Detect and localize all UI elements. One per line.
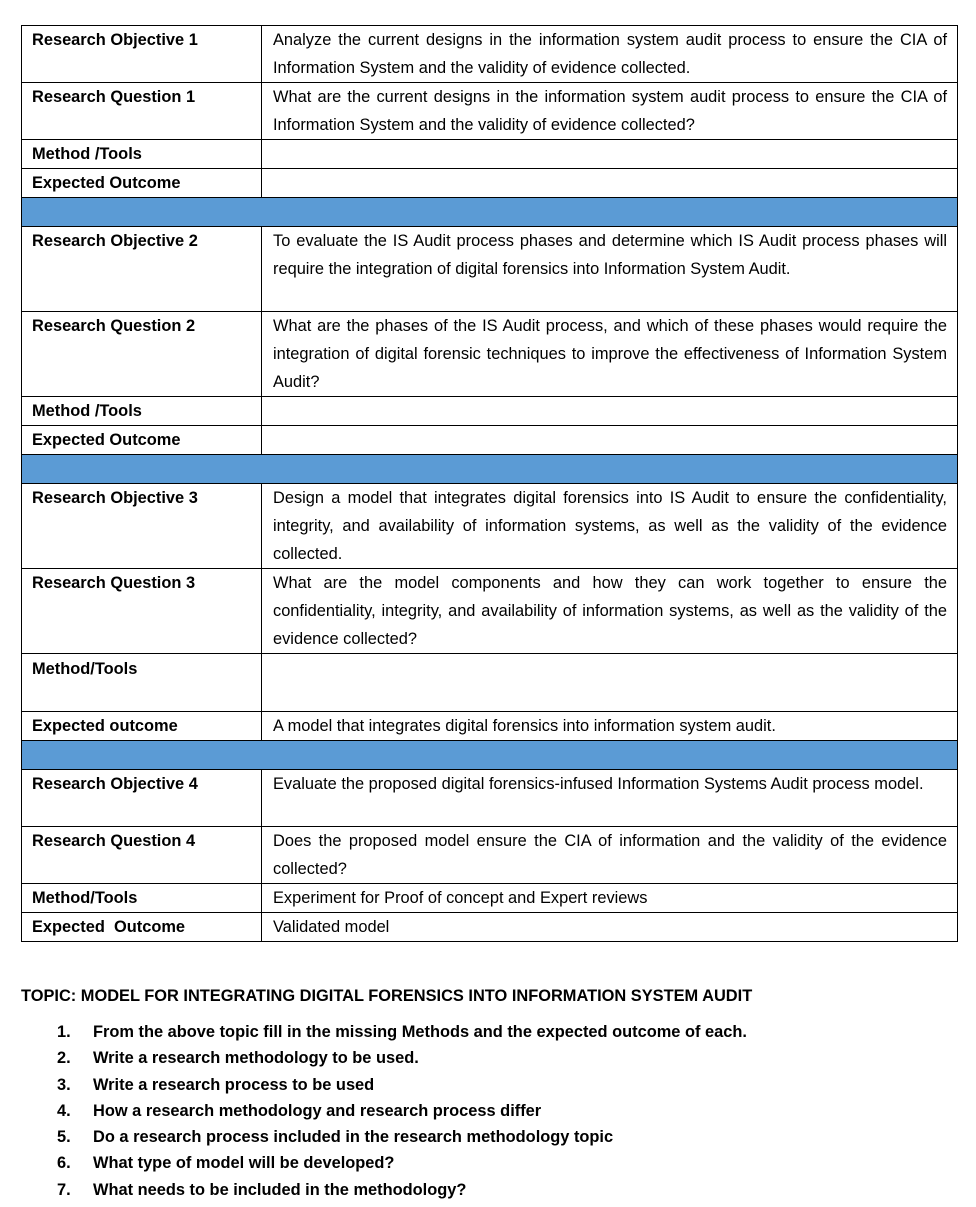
- table-row: [22, 140, 958, 169]
- outcome-text-3: A model that integrates digital forensics into information system audit.: [262, 712, 958, 741]
- outcome-text-1: [262, 169, 958, 198]
- question-text-3: What are the model components and how they can work together to ensure the confidentiality, integrity, and availability of information systems, as well as the validity of the evidence collected?: [262, 569, 958, 654]
- list-item-text: Write a research methodology to be used.: [93, 1049, 419, 1068]
- list-item: [21, 1098, 747, 1124]
- list-item-text: From the above topic fill in the missing Methods and the expected outcome of each.: [93, 1023, 747, 1041]
- list-number: 2.: [57, 1049, 71, 1068]
- list-item-text: What type of model will be developed?: [93, 1154, 395, 1173]
- list-number: 5.: [57, 1128, 71, 1147]
- list-item: [21, 1019, 747, 1045]
- objective-text-4: Evaluate the proposed digital forensics-infused Information Systems Audit process model.: [262, 770, 958, 827]
- table-row: [22, 227, 958, 312]
- list-item-text: What needs to be included in the methodology?: [93, 1180, 467, 1199]
- question-label-2: Research Question 2: [22, 312, 262, 397]
- list-number: 4.: [57, 1101, 71, 1120]
- outcome-label-1: Expected Outcome: [22, 169, 262, 198]
- list-number: 3.: [57, 1075, 71, 1094]
- outcome-label-4: Expected Outcome: [22, 913, 262, 942]
- list-item: [21, 1124, 747, 1150]
- question-label-1: Research Question 1: [22, 83, 262, 140]
- question-label-4: Research Question 4: [22, 827, 262, 884]
- list-item: [21, 1150, 747, 1176]
- table-row: [22, 312, 958, 397]
- method-label-3: Method/Tools: [22, 654, 262, 712]
- objective-label-2: Research Objective 2: [22, 227, 262, 312]
- table-row: [22, 426, 958, 455]
- method-text-1: [262, 140, 958, 169]
- objective-text-2: To evaluate the IS Audit process phases and determine which IS Audit process phases will require the integration of digital forensics into Information System Audit.: [262, 227, 958, 312]
- outcome-label-2: Expected Outcome: [22, 426, 262, 455]
- table-row: [22, 770, 958, 827]
- question-text-2: What are the phases of the IS Audit process, and which of these phases would require the integration of digital forensic techniques to improve the effectiveness of Information System Audit?: [262, 312, 958, 397]
- table-row: [22, 884, 958, 913]
- method-text-4: Experiment for Proof of concept and Expert reviews: [262, 884, 958, 913]
- objective-label-4: Research Objective 4: [22, 770, 262, 827]
- question-label-3: Research Question 3: [22, 569, 262, 654]
- list-item: [21, 1072, 747, 1098]
- table-row: [22, 83, 958, 140]
- objective-label-3: Research Objective 3: [22, 484, 262, 569]
- table-row: [22, 397, 958, 426]
- outcome-text-4: Validated model: [262, 913, 958, 942]
- method-text-3: [262, 654, 958, 712]
- question-list: [21, 1019, 747, 1203]
- table-row: [22, 913, 958, 942]
- list-item: [21, 1045, 747, 1071]
- list-item-text: How a research methodology and research process differ: [93, 1101, 542, 1120]
- objective-label-1: Research Objective 1: [22, 26, 262, 83]
- topic-heading: TOPIC: MODEL FOR INTEGRATING DIGITAL FORENSICS INTO INFORMATION SYSTEM AUDIT: [21, 987, 753, 1005]
- question-text-1: What are the current designs in the information system audit process to ensure the CIA of Information System and the validity of evidence collected?: [262, 83, 958, 140]
- objective-text-3: Design a model that integrates digital forensics into IS Audit to ensure the confidentiality, integrity, and availability of information systems, as well as the validity of the evidence collected.: [262, 484, 958, 569]
- table-row: [22, 26, 958, 83]
- table-row: [22, 654, 958, 712]
- table-row: [22, 827, 958, 884]
- list-number: 6.: [57, 1154, 71, 1173]
- separator-row: [22, 198, 958, 227]
- list-item-text: Write a research process to be used: [93, 1075, 375, 1094]
- list-item-text: Do a research process included in the research methodology topic: [93, 1128, 614, 1147]
- list-number: 7.: [57, 1180, 71, 1199]
- method-text-2: [262, 397, 958, 426]
- list-item: [21, 1177, 747, 1203]
- research-document: [21, 25, 957, 942]
- separator-row: [22, 741, 958, 770]
- question-text-4: Does the proposed model ensure the CIA of information and the validity of the evidence collected?: [262, 827, 958, 884]
- research-table: [21, 25, 958, 942]
- method-label-2: Method /Tools: [22, 397, 262, 426]
- method-label-1: Method /Tools: [22, 140, 262, 169]
- outcome-text-2: [262, 426, 958, 455]
- table-row: [22, 712, 958, 741]
- separator-row: [22, 455, 958, 484]
- method-label-4: Method/Tools: [22, 884, 262, 913]
- outcome-label-3: Expected outcome: [22, 712, 262, 741]
- table-row: [22, 484, 958, 569]
- table-row: [22, 569, 958, 654]
- objective-text-1: Analyze the current designs in the information system audit process to ensure the CIA of Information System and the validity of evidence collected.: [262, 26, 958, 83]
- table-row: [22, 169, 958, 198]
- list-number: 1.: [57, 1023, 71, 1041]
